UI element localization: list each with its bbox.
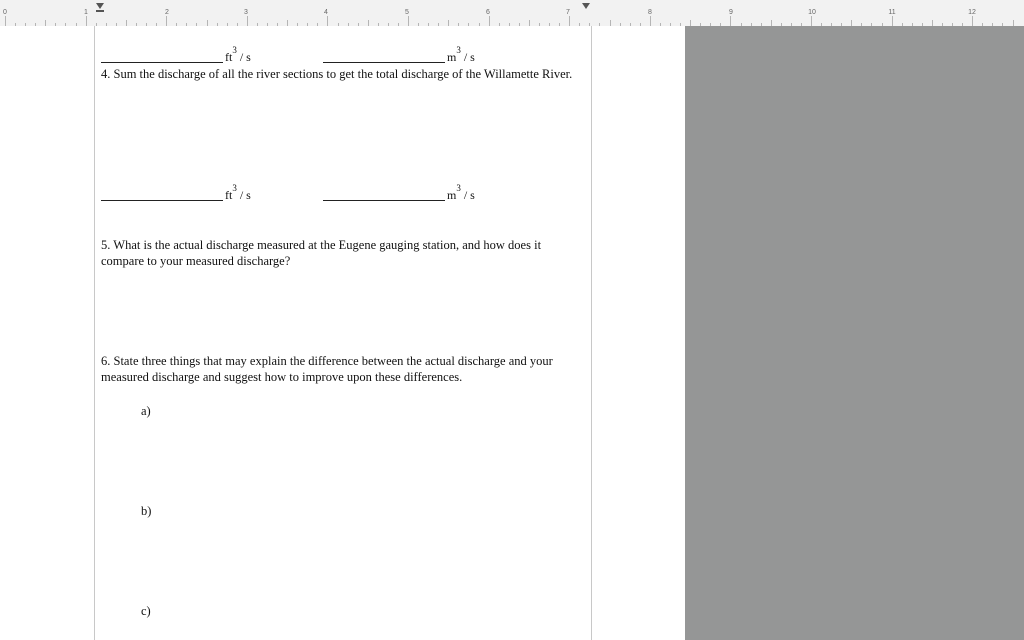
document-page[interactable] (101, 26, 591, 640)
answer-blank-m[interactable] (323, 200, 445, 201)
ruler-number: 3 (244, 9, 248, 16)
ruler-tick (730, 16, 731, 26)
question-4: 4. Sum the discharge of all the river sections to get the total discharge of the Willamette River. (101, 67, 573, 81)
horizontal-ruler[interactable] (0, 0, 1024, 27)
ruler-number: 1 (84, 9, 88, 16)
ruler-tick (408, 16, 409, 26)
unit-ft3-per-s (225, 183, 251, 203)
unit-exponent: 3 (456, 45, 461, 55)
page-right-margin-line (591, 26, 592, 640)
ruler-number: 4 (324, 9, 328, 16)
ruler-tick (489, 16, 490, 26)
unit-ft-text: ft (225, 50, 233, 64)
ruler-number: 6 (486, 9, 490, 16)
question-5: 5. What is the actual discharge measured at the Eugene gauging station, and how does it compare to your measured discharge? (101, 238, 542, 268)
grey-workspace-area (685, 26, 1024, 640)
ruler-number: 5 (405, 9, 409, 16)
ruler-number: 7 (566, 9, 570, 16)
right-indent-marker[interactable] (582, 3, 590, 9)
unit-m3-per-s (447, 45, 475, 65)
ruler-number: 8 (648, 9, 652, 16)
question-6: 6. State three things that may explain the difference between the actual discharge and your measured discharge and suggest how to improve upon these differences. (101, 354, 553, 384)
answer-label-a: a) (141, 404, 151, 418)
ruler-number: 9 (729, 9, 733, 16)
ruler-tick (327, 16, 328, 26)
ruler-number: 2 (165, 9, 169, 16)
answer-row (101, 45, 581, 65)
unit-exponent: 3 (232, 45, 237, 55)
ruler-number: 0 (3, 9, 7, 16)
page-left-margin-line (94, 26, 95, 640)
answer-blank-ft[interactable] (101, 200, 223, 201)
unit-m-text: m (447, 50, 457, 64)
unit-per-second: / s (463, 188, 475, 202)
ruler-tick (86, 16, 87, 26)
ruler-tick (569, 16, 570, 26)
unit-per-second: / s (239, 188, 251, 202)
ruler-number: 10 (808, 9, 816, 16)
unit-exponent: 3 (456, 183, 461, 193)
answer-label-c: c) (141, 604, 151, 618)
ruler-tick (650, 16, 651, 26)
ruler-tick (972, 16, 973, 26)
unit-m3-per-s (447, 183, 475, 203)
ruler-tick (892, 16, 893, 26)
first-line-indent-marker[interactable] (96, 3, 104, 9)
unit-per-second: / s (463, 50, 475, 64)
unit-exponent: 3 (232, 183, 237, 193)
ruler-tick (811, 16, 812, 26)
unit-per-second: / s (239, 50, 251, 64)
left-indent-marker[interactable] (96, 10, 104, 12)
answer-blank-m[interactable] (323, 62, 445, 63)
answer-blank-ft[interactable] (101, 62, 223, 63)
ruler-tick (166, 16, 167, 26)
ruler-tick (5, 16, 6, 26)
ruler-number: 12 (968, 9, 976, 16)
answer-label-b: b) (141, 504, 152, 518)
unit-ft-text: ft (225, 188, 233, 202)
ruler-tick (247, 16, 248, 26)
answer-row (101, 183, 581, 203)
unit-m-text: m (447, 188, 457, 202)
unit-ft3-per-s (225, 45, 251, 65)
ruler-number: 11 (888, 9, 896, 16)
